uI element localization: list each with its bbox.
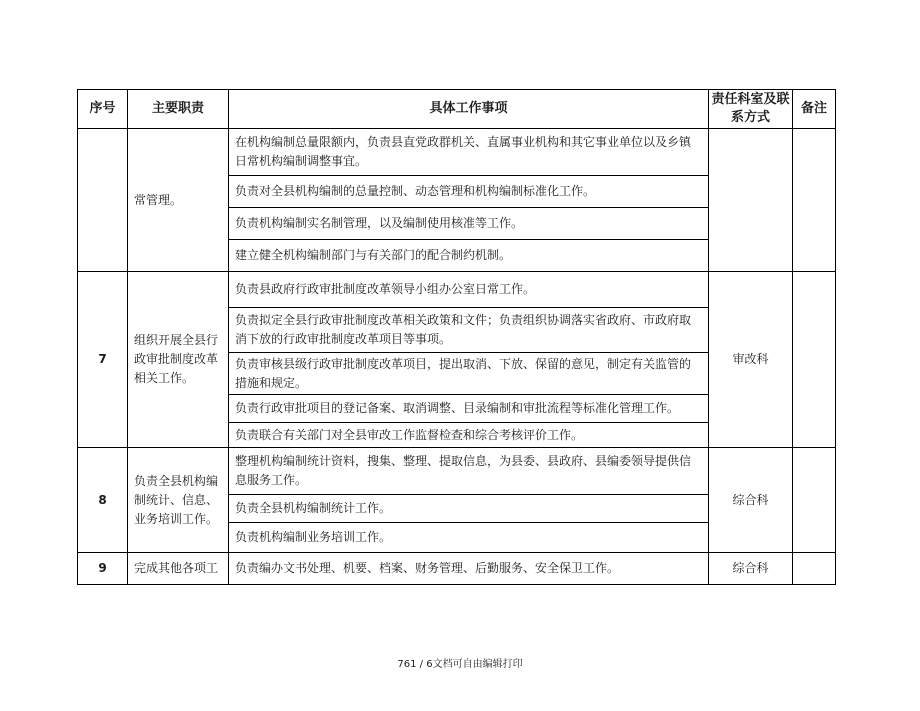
work-item: 负责行政审批项目的登记备案、取消调整、目录编制和审批流程等标准化管理工作。 <box>229 395 709 423</box>
work-item: 负责对全县机构编制的总量控制、动态管理和机构编制标准化工作。 <box>229 176 709 208</box>
group-note <box>793 553 836 585</box>
work-item: 负责全县机构编制统计工作。 <box>229 495 709 523</box>
work-item: 整理机构编制统计资料，搜集、整理、提取信息，为县委、县政府、县编委领导提供信息服务工作。 <box>229 448 709 495</box>
table-row <box>78 553 836 585</box>
group-dept: 综合科 <box>709 553 793 585</box>
group-duty: 组织开展全县行政审批制度改革相关工作。 <box>128 272 229 448</box>
work-item: 负责机构编制业务培训工作。 <box>229 523 709 553</box>
group-note <box>793 448 836 553</box>
group-note <box>793 129 836 272</box>
group-dept: 审改科 <box>709 272 793 448</box>
header-items: 具体工作事项 <box>229 90 709 129</box>
work-item: 建立健全机构编制部门与有关部门的配合制约机制。 <box>229 240 709 272</box>
duty-table <box>77 89 836 585</box>
group-number <box>78 129 128 272</box>
header-dept: 责任科室及联系方式 <box>709 90 793 129</box>
work-item: 负责拟定全县行政审批制度改革相关政策和文件；负责组织协调落实省政府、市政府取消下放的行政审批制度改革项目等事项。 <box>229 308 709 353</box>
group-dept <box>709 129 793 272</box>
work-item: 负责联合有关部门对全县审改工作监督检查和综合考核评价工作。 <box>229 423 709 448</box>
group-duty: 负责全县机构编制统计、信息、业务培训工作。 <box>128 448 229 553</box>
work-item: 负责审核县级行政审批制度改革项目，提出取消、下放、保留的意见，制定有关监管的措施和规定。 <box>229 353 709 395</box>
header-no: 序号 <box>78 90 128 129</box>
header-note: 备注 <box>793 90 836 129</box>
work-item: 负责机构编制实名制管理，以及编制使用核准等工作。 <box>229 208 709 240</box>
work-item: 负责编办文书处理、机要、档案、财务管理、后勤服务、安全保卫工作。 <box>229 553 709 585</box>
group-note <box>793 272 836 448</box>
group-dept: 综合科 <box>709 448 793 553</box>
table-row <box>78 272 836 308</box>
header-row <box>78 90 836 129</box>
header-duty: 主要职责 <box>128 90 229 129</box>
group-duty: 常管理。 <box>128 129 229 272</box>
page-footer: 761 / 6文档可自由编辑打印 <box>397 659 523 670</box>
work-item: 在机构编制总量限额内，负责县直党政群机关、直属事业机构和其它事业单位以及乡镇日常机构编制调整事宜。 <box>229 129 709 176</box>
group-number: 9 <box>78 553 128 585</box>
work-item: 负责县政府行政审批制度改革领导小组办公室日常工作。 <box>229 272 709 308</box>
group-duty: 完成其他各项工 <box>128 553 229 585</box>
table-row <box>78 448 836 495</box>
group-number: 7 <box>78 272 128 448</box>
group-number: 8 <box>78 448 128 553</box>
table-row <box>78 129 836 176</box>
